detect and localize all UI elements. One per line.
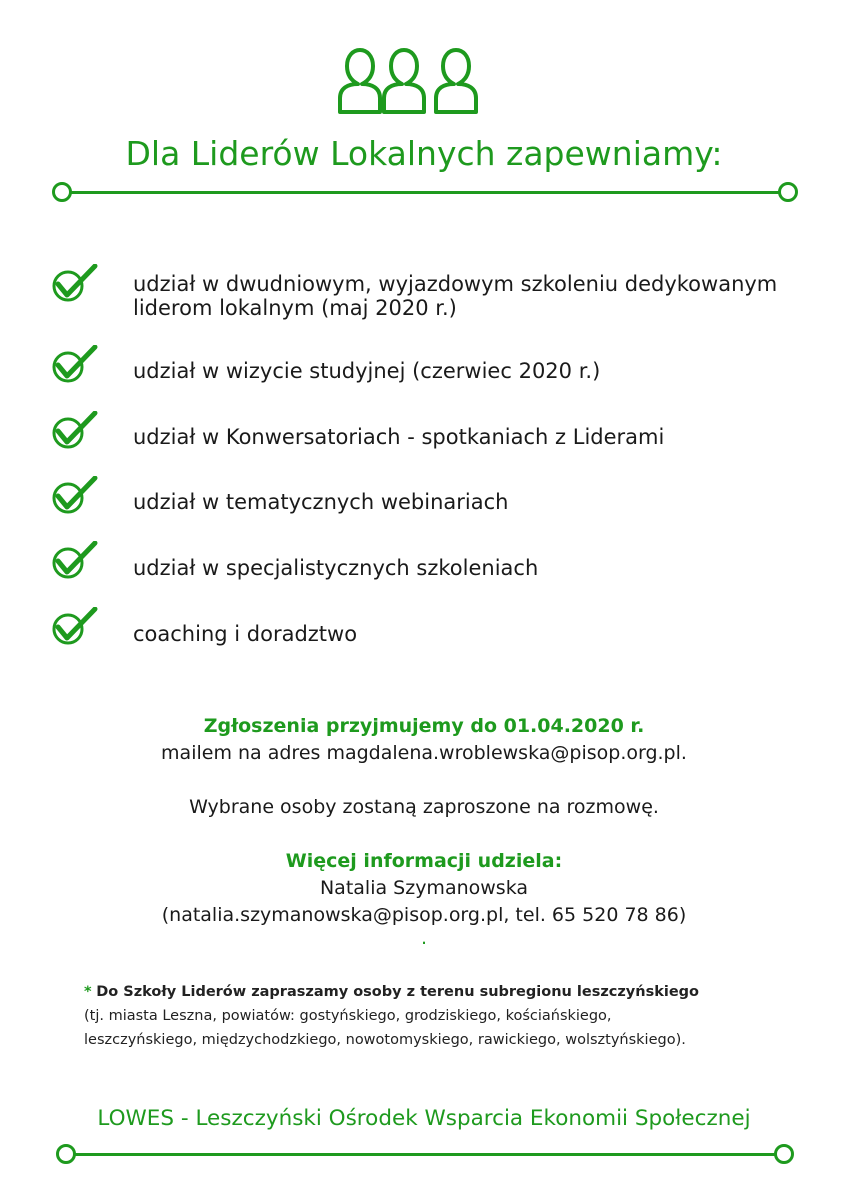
footer-organization: LOWES - Leszczyński Ośrodek Wsparcia Ekonomii Społecznej: [97, 1106, 751, 1131]
benefit-text: udział w tematycznych webinariach: [133, 490, 509, 514]
email-line: mailem na adres magdalena.wroblewska@pisop.org.pl.: [161, 742, 687, 764]
contact-info: [0, 848, 848, 947]
divider-endpoint: [774, 1144, 794, 1164]
checkmark-circle-icon: [48, 411, 98, 451]
checkmark-circle-icon: [48, 345, 98, 385]
footnote-star: *: [84, 984, 92, 1000]
divider-endpoint: [778, 182, 798, 202]
deadline-text: Zgłoszenia przyjmujemy do 01.04.2020 r.: [203, 715, 645, 737]
divider-endpoint: [52, 182, 72, 202]
contact-label: Więcej informacji udziela:: [285, 850, 563, 872]
benefit-text: udział w Konwersatoriach - spotkaniach z Liderami: [133, 425, 665, 449]
contact-name: Natalia Szymanowska: [319, 877, 529, 899]
separator-dot: .: [420, 927, 428, 949]
checkmark-circle-icon: [48, 264, 98, 304]
benefit-text: coaching i doradztwo: [133, 622, 358, 646]
checkmark-circle-icon: [48, 607, 98, 647]
divider-endpoint: [56, 1144, 76, 1164]
checkmark-circle-icon: [48, 476, 98, 516]
interview-line: Wybrane osoby zostaną zaproszone na rozmowę.: [189, 796, 659, 818]
footer-divider: [56, 1143, 794, 1165]
page-title: Dla Liderów Lokalnych zapewniamy:: [125, 134, 723, 173]
benefit-text: udział w specjalistycznych szkoleniach: [133, 556, 539, 580]
benefit-text: udział w dwudniowym, wyjazdowym szkoleniu dedykowanym liderom lokalnym (maj 2020 r.): [133, 272, 778, 320]
checkmark-circle-icon: [48, 541, 98, 581]
contact-details: (natalia.szymanowska@pisop.org.pl, tel. 65 520 78 86): [161, 904, 687, 926]
people-group-icon: [336, 44, 480, 116]
title-divider: [52, 181, 798, 203]
footnote-line: (tj. miasta Leszna, powiatów: gostyńskiego, grodziskiego, kościańskiego,: [84, 1008, 612, 1024]
benefit-text: udział w wizycie studyjnej (czerwiec 2020 r.): [133, 359, 601, 383]
footnote: [84, 980, 784, 1052]
application-info: [0, 713, 848, 821]
divider-line: [66, 1153, 784, 1156]
divider-line: [62, 191, 788, 194]
footnote-line: leszczyńskiego, międzychodzkiego, nowotomyskiego, rawickiego, wolsztyńskiego).: [84, 1032, 686, 1048]
footnote-bold: Do Szkoły Liderów zapraszamy osoby z terenu subregionu leszczyńskiego: [96, 984, 700, 1000]
